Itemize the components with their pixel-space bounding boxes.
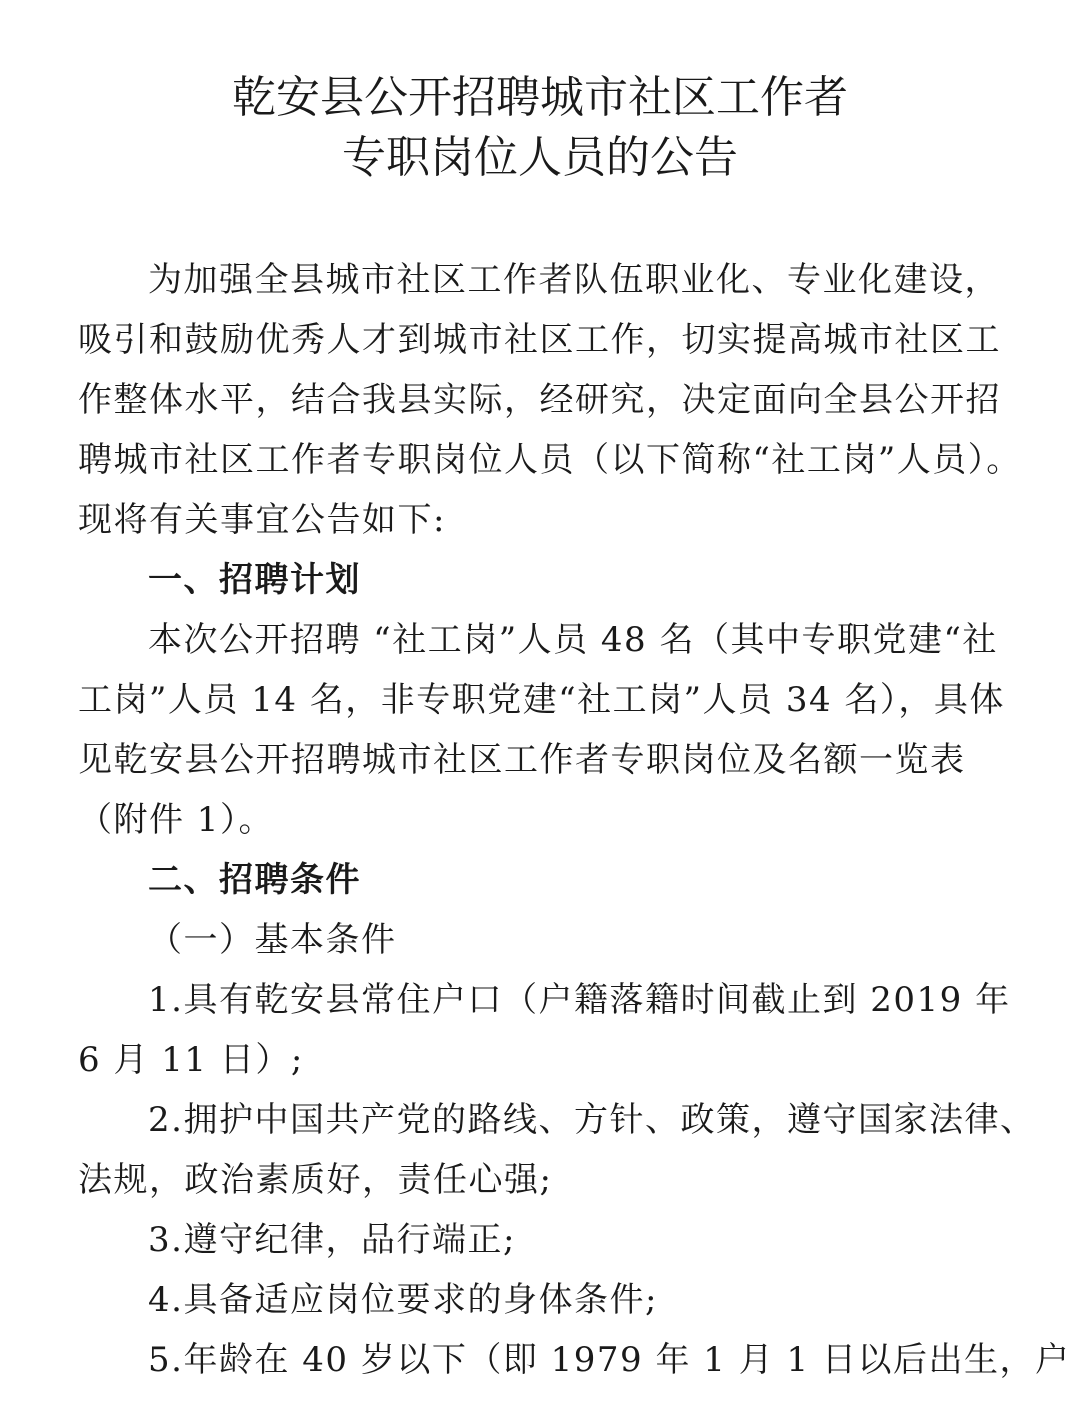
condition-item-line: 1.具有乾安县常住户口（户籍落籍时间截止到 2019 年 xyxy=(148,980,1011,1020)
section-heading-recruitment-plan: 一、招聘计划 xyxy=(148,560,361,600)
section-heading-recruitment-conditions: 二、招聘条件 xyxy=(148,860,361,900)
condition-item-line: 4.具备适应岗位要求的身体条件; xyxy=(148,1280,658,1320)
subsection-heading-basic-conditions: （一）基本条件 xyxy=(148,920,397,960)
intro-paragraph-line: 作整体水平，结合我县实际，经研究，决定面向全县公开招 xyxy=(78,380,1001,420)
intro-paragraph-line: 现将有关事宜公告如下: xyxy=(78,500,446,540)
intro-paragraph-line: 聘城市社区工作者专职岗位人员（以下简称“社工岗”人员）。 xyxy=(78,440,1022,480)
condition-item-line: 法规，政治素质好，责任心强; xyxy=(78,1160,553,1200)
section1-body-line: 工岗”人员 14 名，非专职党建“社工岗”人员 34 名），具体 xyxy=(78,680,1005,720)
document-title-line-1: 乾安县公开招聘城市社区工作者 xyxy=(232,72,848,123)
section1-body-line: 见乾安县公开招聘城市社区工作者专职岗位及名额一览表 xyxy=(78,740,966,780)
condition-item-line: 2.拥护中国共产党的路线、方针、政策，遵守国家法律、 xyxy=(148,1100,1036,1140)
condition-item-line: 3.遵守纪律，品行端正; xyxy=(148,1220,516,1260)
section1-body-line: （附件 1）。 xyxy=(78,800,274,840)
condition-item-line: 6 月 11 日）; xyxy=(78,1040,304,1080)
section1-body-line: 本次公开招聘 “社工岗”人员 48 名（其中专职党建“社 xyxy=(148,620,998,660)
condition-item-line: 5.年龄在 40 岁以下（即 1979 年 1 月 1 日以后出生，户 xyxy=(148,1340,1071,1380)
intro-paragraph-line: 吸引和鼓励优秀人才到城市社区工作，切实提高城市社区工 xyxy=(78,320,1001,360)
document-title-line-2: 专职岗位人员的公告 xyxy=(342,132,738,183)
intro-paragraph-line: 为加强全县城市社区工作者队伍职业化、专业化建设， xyxy=(148,260,1000,300)
